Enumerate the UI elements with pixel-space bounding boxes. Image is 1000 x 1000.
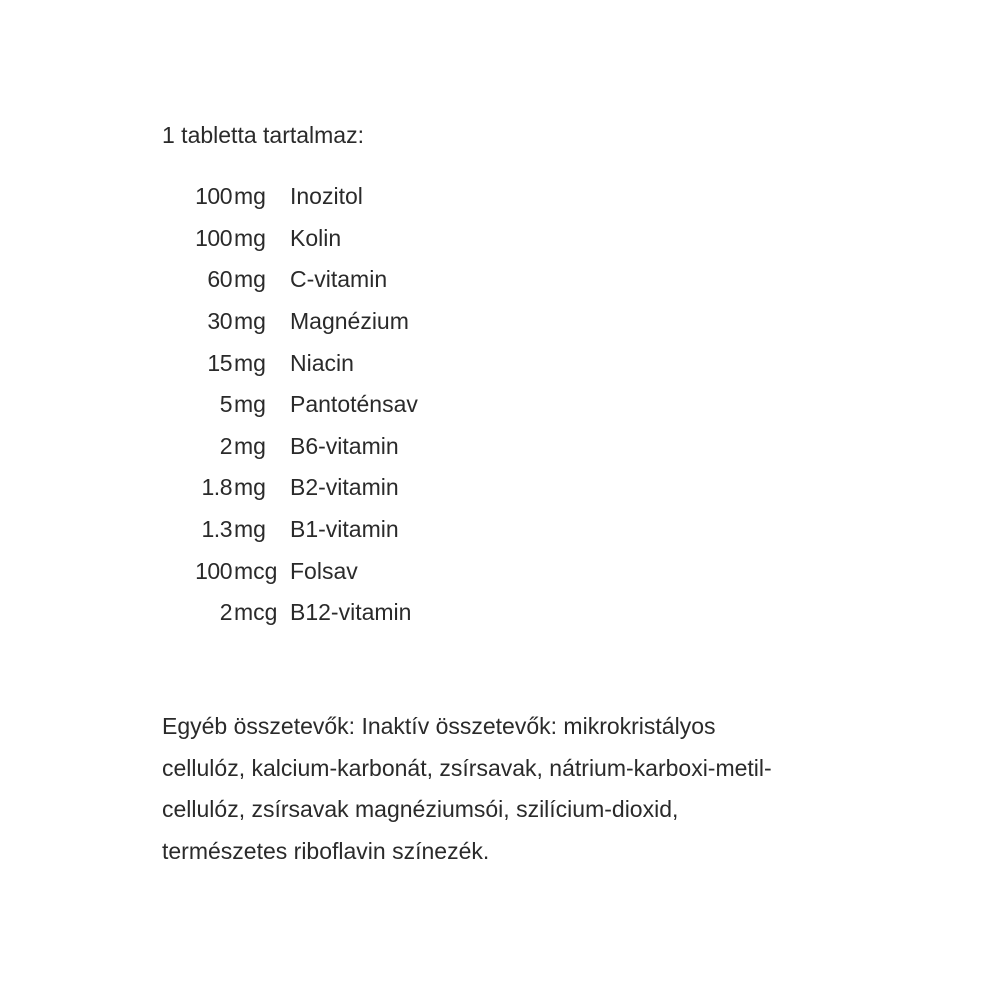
ingredient-row xyxy=(162,384,418,426)
ingredient-amount: 2 xyxy=(219,432,232,459)
ingredients-heading: 1 tabletta tartalmaz: xyxy=(162,122,364,148)
ingredients-table-body xyxy=(162,176,418,634)
ingredient-name: Pantoténsav xyxy=(290,391,418,418)
ingredient-unit: mg xyxy=(234,308,266,335)
ingredient-row xyxy=(162,426,418,468)
ingredient-row xyxy=(162,467,418,509)
ingredient-unit: mg xyxy=(234,183,266,210)
ingredient-row xyxy=(162,342,418,384)
other-ingredients-line: természetes riboflavin színezék. xyxy=(162,837,490,864)
ingredient-amount: 60 xyxy=(207,266,232,293)
ingredients-table xyxy=(162,176,418,634)
ingredient-row xyxy=(162,301,418,343)
other-ingredients-line: cellulóz, kalcium-karbonát, zsírsavak, nátrium-karboxi-metil- xyxy=(162,754,772,781)
other-ingredients-line: cellulóz, zsírsavak magnéziumsói, szilícium-dioxid, xyxy=(162,796,679,822)
ingredient-unit: mcg xyxy=(234,557,278,584)
ingredient-amount: 30 xyxy=(207,308,232,335)
ingredient-name: B2-vitamin xyxy=(290,474,399,501)
ingredient-unit: mg xyxy=(234,516,266,543)
ingredient-name: Inozitol xyxy=(290,183,363,210)
ingredient-amount: 2 xyxy=(219,599,232,626)
ingredient-name: B12-vitamin xyxy=(290,599,412,626)
ingredient-row xyxy=(162,509,418,551)
ingredient-name: Magnézium xyxy=(290,308,409,335)
ingredient-unit: mg xyxy=(234,474,266,501)
ingredient-amount: 100 xyxy=(195,224,232,251)
ingredient-amount: 15 xyxy=(207,349,232,376)
ingredient-amount: 100 xyxy=(195,183,232,210)
ingredient-name: Folsav xyxy=(290,557,358,584)
ingredient-unit: mg xyxy=(234,391,266,418)
ingredient-amount: 5 xyxy=(219,391,232,418)
ingredient-row xyxy=(162,218,418,260)
ingredient-unit: mg xyxy=(234,432,266,459)
ingredient-unit: mg xyxy=(234,224,266,251)
other-ingredients-line: Egyéb összetevők: Inaktív összetevők: mikrokristályos xyxy=(162,713,716,739)
ingredient-unit: mcg xyxy=(234,599,278,626)
ingredient-row xyxy=(162,550,418,592)
other-ingredients xyxy=(162,706,842,872)
ingredient-amount: 100 xyxy=(195,557,232,584)
ingredient-row xyxy=(162,592,418,634)
ingredient-name: C-vitamin xyxy=(290,266,388,293)
ingredient-unit: mg xyxy=(234,349,266,376)
ingredient-name: B1-vitamin xyxy=(290,516,399,543)
ingredient-name: Niacin xyxy=(290,349,354,376)
document-content xyxy=(162,118,842,864)
ingredient-name: B6-vitamin xyxy=(290,432,399,459)
ingredient-amount: 1.3 xyxy=(201,516,232,543)
ingredient-row xyxy=(162,259,418,301)
ingredient-unit: mg xyxy=(234,266,266,293)
ingredient-name: Kolin xyxy=(290,224,342,251)
ingredient-row xyxy=(162,176,418,218)
ingredient-amount: 1.8 xyxy=(201,474,232,501)
